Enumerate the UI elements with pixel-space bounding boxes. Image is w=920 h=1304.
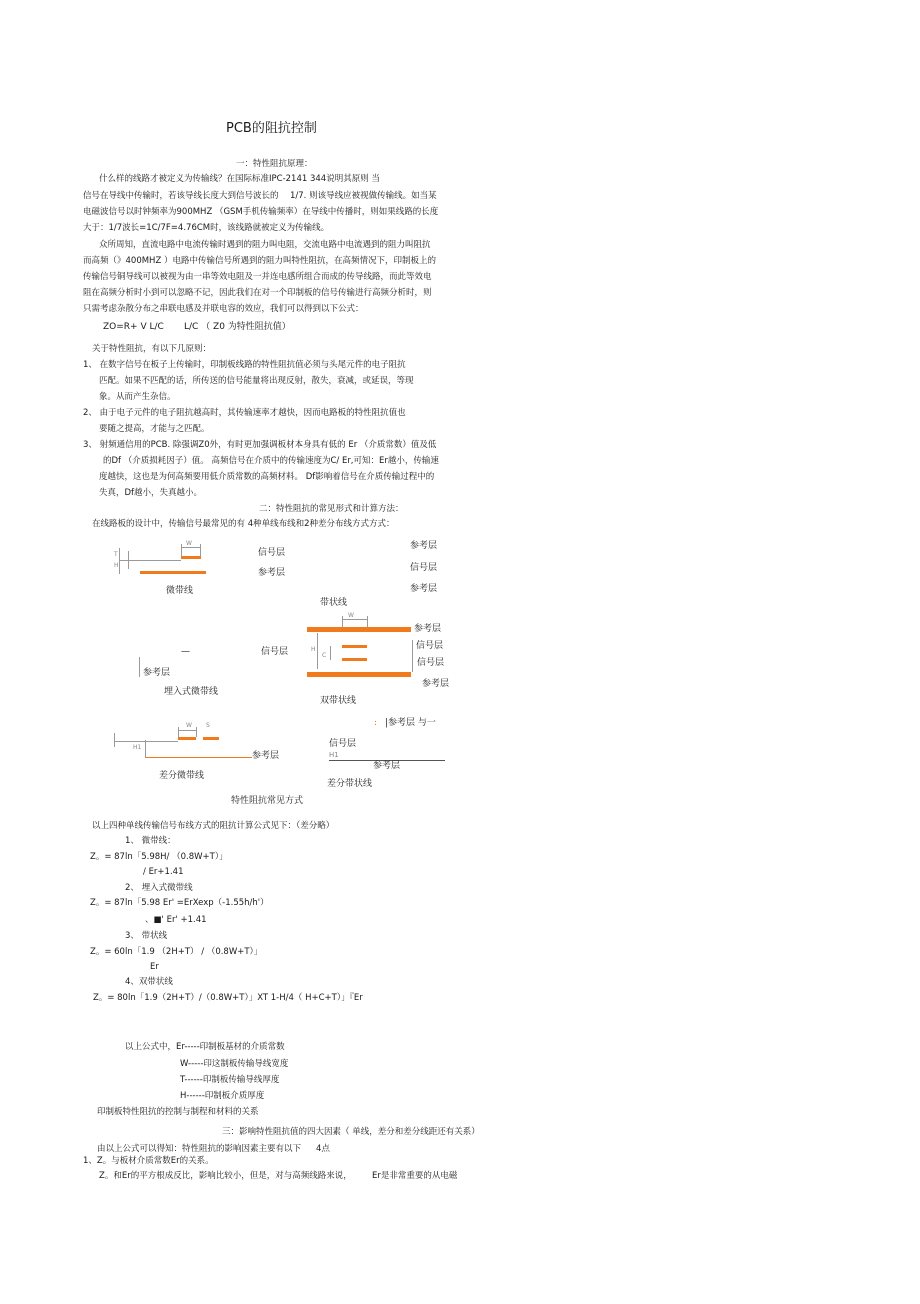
label-signal-layer: 信号层 (416, 641, 444, 651)
caption-differential-microstrip: 差分微带线 (159, 771, 205, 781)
rule-line: 的Df （介质损耗因子）值。 高频信号在介质中的传输速度为C/ Er,可知：Er越小，传输速 (103, 456, 439, 466)
legend-line: 以上公式中，Er-----印制板基材的介质常数 (125, 1042, 285, 1052)
caption-differential-stripline: 差分带状线 (327, 779, 373, 789)
label-signal-layer: 信号层 (258, 548, 286, 558)
formula-title: 3、 带状线 (125, 931, 168, 941)
section-3-text: Er是非常重要的从电磁 (372, 1171, 458, 1181)
section-3-intro: 由以上公式可以得知：特性阻抗的影响因素主要有以下 (97, 1144, 302, 1154)
rule-line: 匹配。如果不匹配的话，所传送的信号能量将出现反射，散失，衰减，或延误，等现 (99, 376, 414, 386)
section-3-text: Z。和Er的平方根成反比，影响比较小，但是，对与高频线路来说， (99, 1171, 352, 1181)
caption-embedded-microstrip: 埋入式微带线 (164, 687, 219, 697)
paragraph-line: 什么样的线路才被定义为传输线？在国际标准IPC-2141 344说明其原则 当 (99, 174, 380, 184)
paragraph-line: 大于：1/7波长=1C/7F=4.76CM时，该线路就被定义为传输线。 (83, 223, 330, 233)
label-reference-layer: 参考层 (252, 751, 280, 761)
label-reference-layer: 参考层 (143, 668, 171, 678)
rules-intro: 关于特性阻抗，有以下几原则： (92, 344, 212, 354)
label-reference-layer: 参考层 (422, 679, 450, 689)
legend-line: W-----印这制板传输导线宽度 (180, 1059, 289, 1069)
label-signal-layer: 信号层 (410, 563, 438, 573)
note-line: 印制板特性阻抗的控制与制程和材料的关系 (97, 1107, 259, 1117)
label-reference-layer: 参考层 (373, 761, 401, 771)
rule-line: 1、 在数字信号在板子上传输时，印制板线路的特性阻抗值必须与头尾元件的电子阻抗 (83, 360, 406, 370)
label-h1: H1 (329, 751, 339, 759)
formula-embedded-denominator: 、■' Er' +1.41 (145, 915, 207, 925)
formula-microstrip: Z。= 87ln「5.98H/ （0.8W+T）」 (90, 852, 228, 862)
caption-stripline: 带状线 (320, 598, 348, 608)
caption-microstrip: 微带线 (166, 586, 194, 596)
rule-line: 3、 射频通信用的PCB. 除强调Z0外，有时更加强调板材本身具有低的 Er （介质常数）值及低 (83, 440, 437, 450)
legend-line: H------印制板介质厚度 (180, 1091, 265, 1101)
paragraph-line: 只需考虑杂散分布之串联电感及并联电容的效应，我们可以得到以下公式： (83, 304, 364, 314)
rule-line: 度越快，这也是为何高频要用低介质常数的高频材料。 Df影响着信号在介质传输过程中的 (99, 472, 435, 482)
figure-main-caption: 特性阻抗常见方式 (231, 796, 304, 806)
formulas-intro: 以上四种单线传输信号布线方式的阻抗计算公式见下：（差分略） (92, 821, 335, 831)
paragraph-line: 电磁波信号以时钟频率为900MHZ （GSM手机传输频率）在导线中传播时，则如果线路的长度 (83, 207, 439, 217)
label-reference-layer: 参考层 (414, 624, 442, 634)
page-title: PCB的阻抗控制 (226, 121, 317, 136)
label-signal-layer: 信号层 (261, 647, 289, 657)
section-2-intro: 在线路板的设计中，传输信号最常见的有 4种单线布线和2种差分布线方式方式： (92, 519, 395, 529)
legend-line: T------印制板传输导线厚度 (180, 1075, 280, 1085)
paragraph-line: 传输信号铜导线可以被视为由一串等效电阻及一并连电感所组合而成的传导线路，而此等效电 (83, 272, 432, 282)
formula-stripline-denominator: Er (150, 962, 159, 972)
label-reference-layer: 参考层 (410, 541, 438, 551)
formula-title: 1、 微带线： (125, 836, 176, 846)
label-signal-layer: 信号层 (329, 739, 357, 749)
label-reference-layer-top: |参考层 与一 (385, 718, 436, 728)
rule-line: 2、 由于电子元件的电子阻抗越高时，其传输速率才越快，因而电路板的特性阻抗值也 (83, 408, 406, 418)
label-signal-layer: 信号层 (417, 658, 445, 668)
rule-line: 要随之提高，才能与之匹配。 (99, 424, 210, 434)
label-reference-layer: 参考层 (410, 584, 438, 594)
formula-microstrip-denominator: / Er+1.41 (143, 867, 184, 877)
formula-z0-note: L/C （ Z0 为特性阻抗值） (184, 322, 291, 332)
section-1-heading: 一：特性阻抗原理： (236, 159, 313, 169)
caption-dual-stripline: 双带状线 (320, 696, 357, 706)
label-dash: — (181, 647, 190, 657)
paragraph-line: 阻在高频分析时小到可以忽略不记，因此我们在对一个印制板的信号传输进行高频分析时，则 (83, 288, 432, 298)
formula-dual-stripline: Z。= 80ln「1.9（2H+T）/（0.8W+T）」XT 1-H/4（ H+C+T）」『Er (93, 993, 363, 1003)
paragraph-line: 1/7. 则该导线应被视做传输线。如当某 (290, 191, 437, 201)
paragraph-line: 众所周知，直流电路中电流传输时遇到的阻力叫电阻，交流电路中电流遇到的阻力叫阻抗 (99, 240, 431, 250)
paragraph-line: 信号在导线中传输时，若该导线长度大到信号波长的 (83, 191, 279, 201)
formula-title: 2、 埋入式微带线 (125, 883, 193, 893)
rule-line: 失真，Df越小，失真越小。 (99, 488, 203, 498)
paragraph-line: 而高频（》400MHZ ）电路中传输信号所遇到的阻力叫特性阻抗，在高频情况下，印制板上的 (83, 256, 436, 266)
embedded-microstrip-line (139, 657, 140, 677)
section-3-heading: 三：影响特性阻抗值的四大因素（ 单线，差分和差分线距还有关系） (222, 1127, 480, 1137)
label-reference-layer: 参考层 (258, 568, 286, 578)
formula-stripline: Z。= 60ln「1.9 （2H+T） / （0.8W+T）」 (90, 947, 263, 957)
formula-z0: ZO=R+ V L/C (103, 322, 164, 332)
section-2-heading: 二：特性阻抗的常见形式和计算方法： (259, 504, 404, 514)
label-colon-mark: : (374, 718, 378, 728)
rule-line: 象。从而产生杂信。 (99, 392, 176, 402)
section-3-intro-count: 4点 (316, 1144, 330, 1154)
formula-title: 4、双带状线 (125, 977, 173, 987)
formula-embedded: Z。= 87ln「5.98 Er' =ErXexp（-1.55h/h'） (90, 898, 269, 908)
section-3-item: 1、Z。与板材介质常数Er的关系。 (83, 1156, 214, 1166)
